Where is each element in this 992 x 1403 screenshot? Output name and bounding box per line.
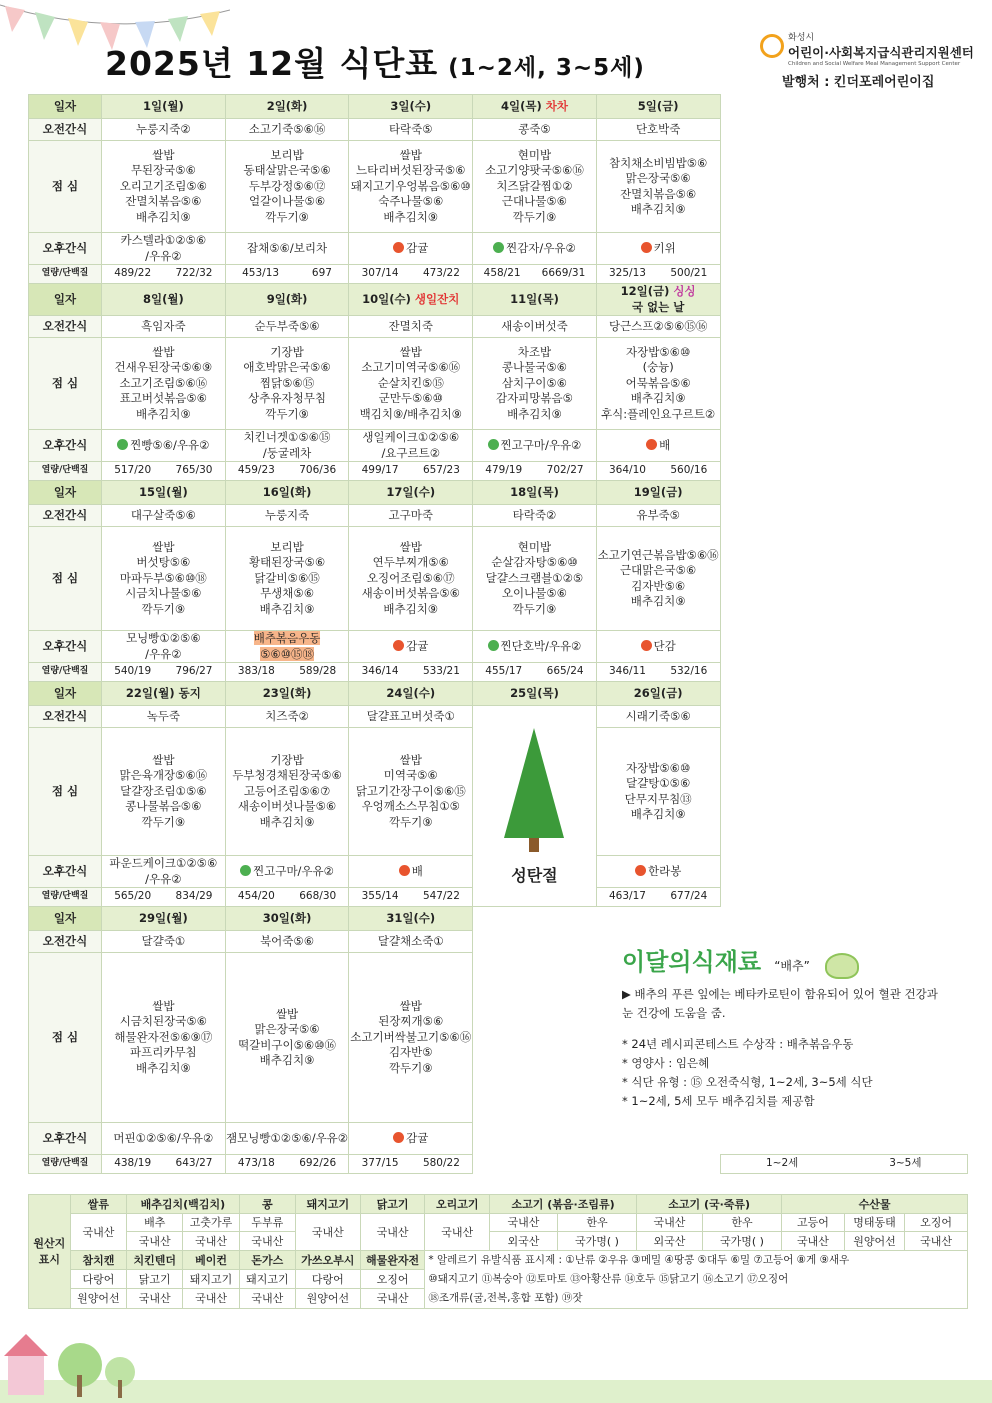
center-logo: 화성시 어린이·사회복지급식관리지원센터 Children and Social Welfare Meal Management Support Center bbox=[760, 30, 970, 67]
fruit-icon bbox=[635, 865, 646, 876]
origin-header: 쌀류 bbox=[70, 1195, 126, 1214]
day-cell: 31일(수) bbox=[349, 907, 473, 931]
lunch-label: 점 심 bbox=[29, 338, 102, 430]
origin-cell: 두부류 bbox=[239, 1213, 295, 1232]
note-line: * 1~2세, 5세 모두 배추김치를 제공함 bbox=[622, 1093, 815, 1108]
nutrition-cell: 307/14 473/22 bbox=[349, 265, 473, 284]
origin-cell: 원양어선 bbox=[70, 1289, 126, 1308]
nutrition-cell: 479/19 702/27 bbox=[473, 462, 597, 481]
ingredient-title: 이달의식재료 bbox=[622, 948, 762, 976]
day-note: 국 없는 날 bbox=[631, 299, 685, 314]
day-cell: 15일(월) bbox=[102, 481, 226, 505]
tree-icon bbox=[488, 640, 499, 651]
pm-snack: 찐고구마/우유② bbox=[225, 856, 349, 888]
lunch-row bbox=[29, 527, 968, 631]
day-cell: 8일(월) bbox=[102, 284, 226, 316]
am-snack-row bbox=[29, 505, 968, 527]
day-label: 일자 bbox=[29, 284, 102, 316]
lunch-menu: 쌀밥 느타리버섯된장국⑤⑥ 돼지고기우엉볶음⑤⑥⑩ 숙주나물⑤⑥ 배추김치⑨ bbox=[349, 141, 473, 233]
nutrition-label: 열량/단백질 bbox=[29, 888, 102, 907]
origin-cell: 국내산 bbox=[360, 1289, 425, 1308]
am-label: 오전간식 bbox=[29, 505, 102, 527]
lunch-menu: 쌀밥 건새우된장국⑤⑥⑨ 소고기조림⑤⑥⑯ 표고버섯볶음⑤⑥ 배추김치⑨ bbox=[102, 338, 226, 430]
origin-cell: 한우 bbox=[557, 1213, 636, 1232]
day-cell: 26일(금) bbox=[596, 682, 720, 706]
am-label: 오전간식 bbox=[29, 706, 102, 728]
am-snack: 누룽지죽② bbox=[102, 119, 226, 141]
page-title: 2025년 12월 식단표 (1~2세, 3~5세) bbox=[105, 44, 645, 83]
day-cell: 18일(목) bbox=[473, 481, 597, 505]
pm-snack: 감귤 bbox=[349, 631, 473, 663]
day-cell: 17일(수) bbox=[349, 481, 473, 505]
origin-cell: 국내산 bbox=[637, 1213, 703, 1232]
origin-cell: 외국산 bbox=[490, 1232, 558, 1251]
lunch-row bbox=[29, 141, 968, 233]
day-cell: 30일(화) bbox=[225, 907, 349, 931]
am-label: 오전간식 bbox=[29, 931, 102, 953]
pm-snack: 배 bbox=[596, 430, 720, 462]
origin-label: 원산지 표시 bbox=[29, 1195, 71, 1309]
nutrition-row bbox=[29, 663, 968, 682]
am-snack: 유부죽⑤ bbox=[596, 505, 720, 527]
day-cell: 23일(화) bbox=[225, 682, 349, 706]
note-line: * 식단 유형 : ⑮ 오전죽식형, 1~2세, 3~5세 식단 bbox=[622, 1074, 873, 1089]
origin-cell: 국내산 bbox=[782, 1232, 845, 1251]
nutrition-cell: 458/21 6669/31 bbox=[473, 265, 597, 284]
ingredient-word: “배추” bbox=[774, 959, 810, 973]
pm-snack: 감귤 bbox=[349, 233, 473, 265]
origin-cell: 국내산 bbox=[183, 1232, 239, 1251]
origin-header: 수산물 bbox=[782, 1195, 968, 1214]
origin-cell: 돼지고기 bbox=[183, 1269, 239, 1288]
day-cell: 11일(목) bbox=[473, 284, 597, 316]
day-label: 일자 bbox=[29, 481, 102, 505]
nutrition-label: 열량/단백질 bbox=[29, 265, 102, 284]
day-cell: 9일(화) bbox=[225, 284, 349, 316]
origin-cell: 국내산 bbox=[239, 1289, 295, 1308]
nutrition-cell: 517/20 765/30 bbox=[102, 462, 226, 481]
origin-header: 참치캔 bbox=[70, 1250, 126, 1269]
lunch-menu: 소고기연근볶음밥⑤⑥⑯ 근대맑은국⑤⑥ 김자반⑤⑥ 배추김치⑨ bbox=[596, 527, 720, 631]
nutrition-cell: 377/15 580/22 bbox=[349, 1155, 473, 1174]
day-cell: 29일(월) bbox=[102, 907, 226, 931]
nutrition-cell: 540/19 796/27 bbox=[102, 663, 226, 682]
nutrition-cell: 346/14 533/21 bbox=[349, 663, 473, 682]
note-line: * 24년 레시피콘테스트 수상작 : 배추볶음우동 bbox=[622, 1036, 854, 1051]
day-row bbox=[29, 284, 968, 316]
lunch-menu: 쌀밥 시금치된장국⑤⑥ 해물완자전⑤⑥⑨⑰ 파프리카무침 배추김치⑨ bbox=[102, 953, 226, 1123]
lunch-menu: 쌀밥 연두부찌개⑤⑥ 오징어조림⑤⑥⑰ 새송이버섯볶음⑤⑥ 배추김치⑨ bbox=[349, 527, 473, 631]
pm-snack: 키위 bbox=[596, 233, 720, 265]
nutrition-row bbox=[29, 265, 968, 284]
pm-label: 오후간식 bbox=[29, 631, 102, 663]
pm-snack: 파운드케이크①②⑤⑥ /우유② bbox=[102, 856, 226, 888]
lunch-menu: 보리밥 동태살맑은국⑤⑥ 두부강정⑤⑥⑫ 얼갈이나물⑤⑥ 깍두기⑨ bbox=[225, 141, 349, 233]
origin-cell: 한우 bbox=[702, 1213, 781, 1232]
pm-snack-row bbox=[29, 631, 968, 663]
nutrition-label: 열량/단백질 bbox=[29, 1155, 102, 1174]
pm-snack: 한라봉 bbox=[596, 856, 720, 888]
origin-cell: 다랑어 bbox=[296, 1269, 361, 1288]
lunch-row bbox=[29, 338, 968, 430]
lunch-menu: 자장밥⑤⑥⑩ 달걀탕①⑤⑥ 단무지무침⑬ 배추김치⑨ bbox=[596, 728, 720, 856]
origin-cell: 닭고기 bbox=[127, 1269, 183, 1288]
lunch-menu: 보리밥 황태된장국⑤⑥ 닭갈비⑤⑥⑮ 무생채⑤⑥ 배추김치⑨ bbox=[225, 527, 349, 631]
nutrition-cell: 459/23 706/36 bbox=[225, 462, 349, 481]
nutrition-cell: 346/11 532/16 bbox=[596, 663, 720, 682]
pm-snack-row bbox=[29, 233, 968, 265]
nutrition-row bbox=[29, 462, 968, 481]
am-snack: 달걀표고버섯죽① bbox=[349, 706, 473, 728]
lunch-menu: 쌀밥 맑은육개장⑤⑥⑯ 달걀장조림①⑤⑥ 콩나물볶음⑤⑥ 깍두기⑨ bbox=[102, 728, 226, 856]
am-snack: 달걀채소죽① bbox=[349, 931, 473, 953]
pm-snack: 찐단호박/우유② bbox=[473, 631, 597, 663]
origin-header: 돈가스 bbox=[239, 1250, 295, 1269]
allergy-info: * 알레르기 유발식품 표시제 : ①난류 ②우유 ③메밀 ④땅콩 ⑤대두 ⑥밀 ⑦고등어 ⑧게 ⑨새우 ⑩돼지고기 ⑪복숭아 ⑫토마토 ⑬아황산류 ⑭호두 ⑮닭고기 ⑯소고기 ⑰오징어 ⑱조개류(굴,전복,홍합 포함) ⑲잣 bbox=[425, 1250, 968, 1308]
pm-snack-row bbox=[29, 430, 968, 462]
am-snack: 누룽지죽 bbox=[225, 505, 349, 527]
christmas-tree-icon bbox=[473, 728, 596, 852]
day-cell: 4일(목) 차차 bbox=[473, 95, 597, 119]
am-snack-row bbox=[29, 119, 968, 141]
origin-cell: 원양어선 bbox=[844, 1232, 905, 1251]
pm-label: 오후간식 bbox=[29, 233, 102, 265]
day-cell: 25일(목) bbox=[473, 682, 597, 706]
lunch-menu: 기장밥 두부청경채된장국⑤⑥ 고등어조림⑤⑥⑦ 새송이버섯나물⑤⑥ 배추김치⑨ bbox=[225, 728, 349, 856]
age-header: 1~2세 3~5세 bbox=[720, 1155, 967, 1174]
lunch-label: 점 심 bbox=[29, 953, 102, 1123]
day-cell: 5일(금) bbox=[596, 95, 720, 119]
day-cell: 10일(수) 생일잔치 bbox=[349, 284, 473, 316]
pm-snack: 생일케이크①②⑤⑥ /요구르트② bbox=[349, 430, 473, 462]
origin-cell: 고춧가루 bbox=[183, 1213, 239, 1232]
am-snack: 달걀죽① bbox=[102, 931, 226, 953]
day-row bbox=[29, 95, 968, 119]
lunch-label: 점 심 bbox=[29, 728, 102, 856]
fruit-icon bbox=[399, 865, 410, 876]
origin-cell: 돼지고기 bbox=[239, 1269, 295, 1288]
am-snack: 치즈죽② bbox=[225, 706, 349, 728]
am-snack: 타락죽⑤ bbox=[349, 119, 473, 141]
am-snack: 타락죽② bbox=[473, 505, 597, 527]
origin-cell: 국내산 bbox=[183, 1289, 239, 1308]
tree-icon bbox=[493, 242, 504, 253]
am-label: 오전간식 bbox=[29, 316, 102, 338]
nutrition-cell: 453/13 697 bbox=[225, 265, 349, 284]
pm-label: 오후간식 bbox=[29, 430, 102, 462]
day-label: 일자 bbox=[29, 907, 102, 931]
origin-cell: 국가명( ) bbox=[557, 1232, 636, 1251]
pm-snack: 찐빵⑤⑥/우유② bbox=[102, 430, 226, 462]
day-cell: 24일(수) bbox=[349, 682, 473, 706]
pm-snack: 잼모닝빵①②⑤⑥/우유② bbox=[225, 1123, 349, 1155]
lunch-menu: 쌀밥 맑은장국⑤⑥ 떡갈비구이⑤⑥⑩⑯ 배추김치⑨ bbox=[225, 953, 349, 1123]
day-event: 싱싱 bbox=[669, 284, 696, 298]
fruit-icon bbox=[646, 439, 657, 450]
lunch-menu: 현미밥 소고기양팟국⑤⑥⑯ 치즈닭갈찜①② 근대나물⑤⑥ 깍두기⑨ bbox=[473, 141, 597, 233]
origin-cell: 국가명( ) bbox=[702, 1232, 781, 1251]
nutrition-cell: 565/20 834/29 bbox=[102, 888, 226, 907]
lunch-menu: 쌀밥 된장찌개⑤⑥ 소고기버싹불고기⑤⑥⑯ 김자반⑤ 깍두기⑨ bbox=[349, 953, 473, 1123]
day-event: 생일잔치 bbox=[410, 291, 460, 306]
smile-logo-icon bbox=[760, 34, 784, 58]
am-snack: 시래기죽⑤⑥ bbox=[596, 706, 720, 728]
pm-snack: 단감 bbox=[596, 631, 720, 663]
origin-header: 소고기 (볶음·조림류) bbox=[490, 1195, 637, 1214]
lunch-menu: 자장밥⑤⑥⑩ (숭늉) 어묵볶음⑤⑥ 배추김치⑨ 후식:플레인요구르트② bbox=[596, 338, 720, 430]
publisher: 발행처 : 킨더포레어린이집 bbox=[782, 75, 935, 90]
tree-icon bbox=[117, 439, 128, 450]
nutrition-cell: 438/19 643/27 bbox=[102, 1155, 226, 1174]
ingredient-line: 눈 건강에 도움을 줌. bbox=[622, 1005, 726, 1020]
day-cell: 1일(월) bbox=[102, 95, 226, 119]
am-snack-row bbox=[29, 316, 968, 338]
ingredient-description bbox=[622, 985, 968, 1111]
pm-snack: 머핀①②⑤⑥/우유② bbox=[102, 1123, 226, 1155]
pm-snack: 카스텔라①②⑤⑥ /우유② bbox=[102, 233, 226, 265]
nutrition-cell: 499/17 657/23 bbox=[349, 462, 473, 481]
origin-cell: 오징어 bbox=[360, 1269, 425, 1288]
origin-cell: 국내산 bbox=[127, 1232, 183, 1251]
origin-cell: 배추 bbox=[127, 1213, 183, 1232]
am-snack-row bbox=[29, 706, 968, 728]
fruit-icon bbox=[393, 242, 404, 253]
origin-header: 콩 bbox=[239, 1195, 295, 1214]
origin-header: 돼지고기 bbox=[296, 1195, 361, 1214]
fruit-icon bbox=[393, 640, 404, 651]
lunch-menu: 차조밥 콩나물국⑤⑥ 삼치구이⑤⑥ 감자피망볶음⑤ 배추김치⑨ bbox=[473, 338, 597, 430]
nutrition-cell: 325/13 500/21 bbox=[596, 265, 720, 284]
lunch-menu: 참치채소비빔밥⑤⑥ 맑은장국⑤⑥ 잔멸치볶음⑤⑥ 배추김치⑨ bbox=[596, 141, 720, 233]
fruit-icon bbox=[641, 242, 652, 253]
day-row bbox=[29, 481, 968, 505]
origin-cell: 국내산 bbox=[127, 1289, 183, 1308]
origin-cell: 오징어 bbox=[905, 1213, 968, 1232]
origin-cell: 국내산 bbox=[296, 1213, 361, 1250]
origin-header: 배추김치(백김치) bbox=[127, 1195, 240, 1214]
lunch-label: 점 심 bbox=[29, 527, 102, 631]
am-snack: 대구살죽⑤⑥ bbox=[102, 505, 226, 527]
am-snack: 순두부죽⑤⑥ bbox=[225, 316, 349, 338]
origin-cell: 국내산 bbox=[425, 1213, 490, 1250]
origin-header: 소고기 (국·죽류) bbox=[637, 1195, 782, 1214]
origin-header: 해물완자전 bbox=[360, 1250, 425, 1269]
fruit-icon bbox=[641, 640, 652, 651]
pm-snack: 찐고구마/우유② bbox=[473, 430, 597, 462]
pm-snack: 감귤 bbox=[349, 1123, 473, 1155]
lunch-menu: 쌀밥 무된장국⑤⑥ 오리고기조림⑤⑥ 잔멸치볶음⑤⑥ 배추김치⑨ bbox=[102, 141, 226, 233]
day-cell bbox=[473, 907, 597, 1174]
day-label: 일자 bbox=[29, 95, 102, 119]
lunch-menu: 쌀밥 미역국⑤⑥ 닭고기간장구이⑤⑥⑮ 우엉깨소스무침①⑤ 깍두기⑨ bbox=[349, 728, 473, 856]
am-snack: 북어죽⑤⑥ bbox=[225, 931, 349, 953]
am-label: 오전간식 bbox=[29, 119, 102, 141]
lunch-menu: 쌀밥 버섯탕⑤⑥ 마파두부⑤⑥⑩⑱ 시금치나물⑤⑥ 깍두기⑨ bbox=[102, 527, 226, 631]
day-cell: 22일(월) 동지 bbox=[102, 682, 226, 706]
origin-header: 베이컨 bbox=[183, 1250, 239, 1269]
ingredient-line: ▶ 배추의 푸른 잎에는 베타카로틴이 함유되어 있어 혈관 건강과 bbox=[622, 986, 938, 1001]
pm-label: 오후간식 bbox=[29, 1123, 102, 1155]
day-cell: 2일(화) bbox=[225, 95, 349, 119]
monthly-ingredient bbox=[622, 942, 968, 1111]
day-row bbox=[29, 907, 968, 931]
fruit-icon bbox=[393, 1132, 404, 1143]
nutrition-cell: 463/17 677/24 bbox=[596, 888, 720, 907]
origin-cell: 국내산 bbox=[360, 1213, 425, 1250]
day-cell: 19일(금) bbox=[596, 481, 720, 505]
am-snack: 당근스프②⑤⑥⑮⑯ bbox=[596, 316, 720, 338]
nutrition-label: 열량/단백질 bbox=[29, 462, 102, 481]
nutrition-cell: 364/10 560/16 bbox=[596, 462, 720, 481]
am-snack: 녹두죽 bbox=[102, 706, 226, 728]
am-snack: 흑임자죽 bbox=[102, 316, 226, 338]
day-row bbox=[29, 682, 968, 706]
pm-snack: 찐감자/우유② bbox=[473, 233, 597, 265]
origin-cell: 고등어 bbox=[782, 1213, 845, 1232]
origin-cell: 원양어선 bbox=[296, 1289, 361, 1308]
pm-snack: 배 bbox=[349, 856, 473, 888]
origin-cell: 명태동태 bbox=[844, 1213, 905, 1232]
day-cell: 3일(수) bbox=[349, 95, 473, 119]
lunch-menu: 쌀밥 소고기미역국⑤⑥⑯ 순살치킨⑤⑮ 군만두⑤⑥⑩ 백김치⑨/배추김치⑨ bbox=[349, 338, 473, 430]
pm-snack: 잡채⑤⑥/보리차 bbox=[225, 233, 349, 265]
pm-label: 오후간식 bbox=[29, 856, 102, 888]
nutrition-cell: 455/17 665/24 bbox=[473, 663, 597, 682]
pm-snack: 모닝빵①②⑤⑥ /우유② bbox=[102, 631, 226, 663]
am-snack: 소고기죽⑤⑥⑯ bbox=[225, 119, 349, 141]
nutrition-cell: 454/20 668/30 bbox=[225, 888, 349, 907]
tree-icon bbox=[488, 439, 499, 450]
lunch-label: 점 심 bbox=[29, 141, 102, 233]
origin-cell: 국내산 bbox=[905, 1232, 968, 1251]
pm-snack: 치킨너겟①⑤⑥⑮ /둥굴레차 bbox=[225, 430, 349, 462]
nutrition-cell: 355/14 547/22 bbox=[349, 888, 473, 907]
day-cell: 12일(금) 싱싱 국 없는 날 bbox=[596, 284, 720, 316]
lunch-menu: 기장밥 애호박맑은국⑤⑥ 찜닭⑤⑥⑮ 상추유자청무침 깍두기⑨ bbox=[225, 338, 349, 430]
nutrition-cell: 473/18 692/26 bbox=[225, 1155, 349, 1174]
nutrition-label: 열량/단백질 bbox=[29, 663, 102, 682]
origin-header: 치킨텐더 bbox=[127, 1250, 183, 1269]
am-snack: 콩죽⑤ bbox=[473, 119, 597, 141]
am-snack: 고구마죽 bbox=[349, 505, 473, 527]
nutrition-cell: 489/22 722/32 bbox=[102, 265, 226, 284]
origin-header: 닭고기 bbox=[360, 1195, 425, 1214]
cabbage-icon bbox=[825, 953, 859, 979]
day-event: 차차 bbox=[541, 98, 568, 113]
origin-table bbox=[28, 1194, 968, 1309]
origin-cell: 국내산 bbox=[490, 1213, 558, 1232]
tree-icon bbox=[240, 865, 251, 876]
holiday-cell: 성탄절 bbox=[473, 706, 597, 907]
origin-cell: 국내산 bbox=[70, 1213, 126, 1250]
am-snack: 잔멸치죽 bbox=[349, 316, 473, 338]
lunch-menu: 현미밥 순살감자탕⑤⑥⑩ 달걀스크램블①②⑤ 오이나물⑤⑥ 깍두기⑨ bbox=[473, 527, 597, 631]
day-cell: 16일(화) bbox=[225, 481, 349, 505]
day-label: 일자 bbox=[29, 682, 102, 706]
origin-cell: 다랑어 bbox=[70, 1269, 126, 1288]
origin-header: 오리고기 bbox=[425, 1195, 490, 1214]
pm-snack: 배추볶음우동 ⑤⑥⑩⑮⑱ bbox=[225, 631, 349, 663]
note-line: * 영양사 : 임은혜 bbox=[622, 1055, 710, 1070]
origin-cell: 국내산 bbox=[239, 1232, 295, 1251]
am-snack: 새송이버섯죽 bbox=[473, 316, 597, 338]
am-snack: 단호박죽 bbox=[596, 119, 720, 141]
origin-header: 가쓰오부시 bbox=[296, 1250, 361, 1269]
nutrition-cell: 383/18 589/28 bbox=[225, 663, 349, 682]
origin-cell: 외국산 bbox=[637, 1232, 703, 1251]
grass-decoration bbox=[0, 1320, 992, 1403]
